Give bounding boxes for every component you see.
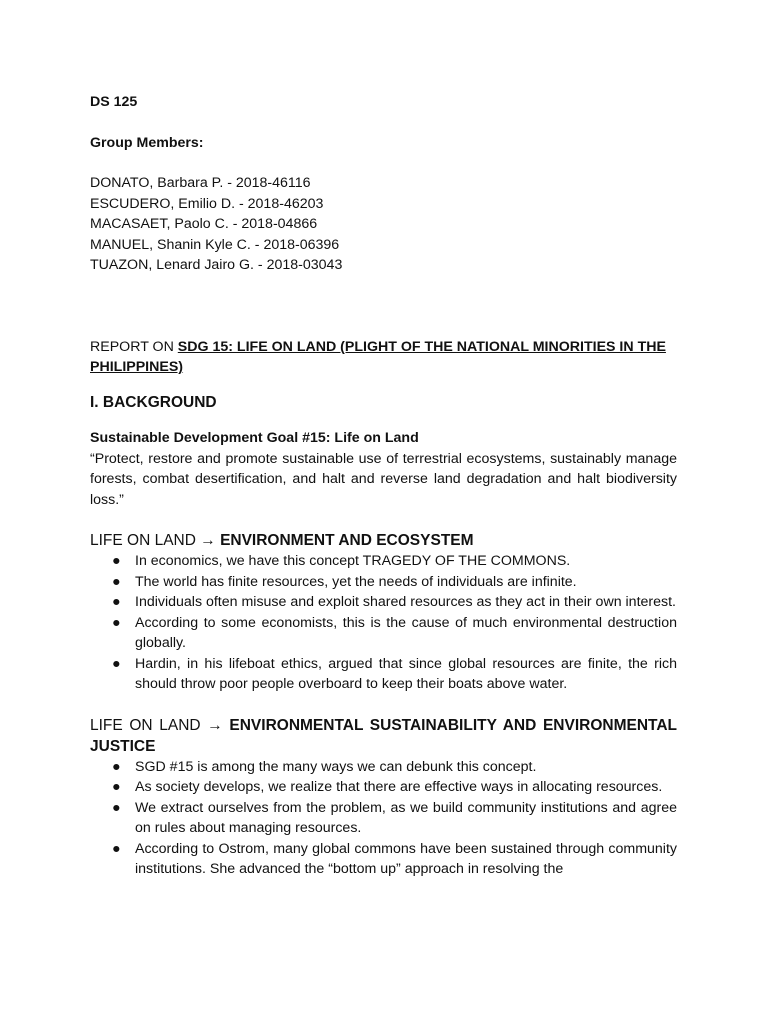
bullet-icon: ●	[112, 840, 121, 857]
goal-quote: “Protect, restore and promote sustainable use of terrestrial ecosystems, sustainably manage forests, combat desertification, and halt and reverse land degradation and halt biodiversity loss.”	[90, 450, 677, 508]
member-entry: MANUEL, Shanin Kyle C. - 2018-06396	[90, 236, 340, 253]
list-item-text: According to some economists, this is the cause of much environmental destruction globally.	[135, 614, 677, 651]
report-prefix: REPORT ON	[90, 338, 178, 355]
bullet-icon: ●	[112, 655, 121, 672]
subheading-title: ENVIRONMENT AND ECOSYSTEM	[220, 532, 474, 549]
subheading-prefix: LIFE ON LAND →	[90, 532, 221, 549]
document-page	[90, 92, 677, 880]
list-item-text: In economics, we have this concept TRAGEDY OF THE COMMONS.	[135, 553, 571, 569]
list-item-text: We extract ourselves from the problem, as we build community institutions and agree on rules about managing resources.	[135, 799, 677, 836]
list-item	[90, 613, 677, 654]
subheading-environment-ecosystem	[90, 530, 677, 551]
list-item	[90, 551, 677, 572]
list-item-text: Individuals often misuse and exploit shared resources as they act in their own interest.	[135, 594, 676, 610]
list-item-text: Hardin, in his lifeboat ethics, argued that since global resources are finite, the rich should throw poor people overboard to keep their boats above water.	[135, 655, 677, 692]
list-item	[90, 757, 677, 778]
report-topic: SDG 15: LIFE ON LAND (PLIGHT OF THE NATIONAL MINORITIES IN THE PHILIPPINES)	[90, 338, 666, 375]
section-heading-background: I. BACKGROUND	[90, 393, 217, 411]
bullet-icon: ●	[112, 573, 121, 590]
members-list	[90, 173, 677, 276]
course-code: DS 125	[90, 94, 138, 110]
member-entry: TUAZON, Lenard Jairo G. - 2018-03043	[90, 257, 343, 273]
list-item-text: According to Ostrom, many global commons have been sustained through community institutions. She advanced the “bottom up” approach in resolving the	[135, 840, 677, 877]
bullet-icon: ●	[112, 614, 121, 631]
bullet-icon: ●	[112, 779, 121, 795]
bullet-list-sustainability	[90, 757, 677, 880]
list-item	[90, 777, 677, 798]
member-entry: MACASAET, Paolo C. - 2018-04866	[90, 216, 318, 232]
subheading-prefix: LIFE ON LAND →	[90, 716, 230, 734]
list-item	[90, 592, 677, 613]
list-item	[90, 798, 677, 839]
subheading-title: ENVIRONMENTAL SUSTAINABILITY AND ENVIRONMENTAL JUSTICE	[90, 716, 677, 755]
bullet-icon: ●	[112, 594, 121, 610]
goal-title: Sustainable Development Goal #15: Life on Land	[90, 430, 419, 446]
list-item	[90, 654, 677, 695]
bullet-icon: ●	[112, 799, 121, 816]
member-entry: DONATO, Barbara P. - 2018-46116	[90, 175, 311, 191]
list-item	[90, 839, 677, 880]
list-item-text: As society develops, we realize that there are effective ways in allocating resources.	[135, 779, 663, 795]
list-item-text: SGD #15 is among the many ways we can debunk this concept.	[135, 758, 537, 775]
group-members-heading: Group Members:	[90, 134, 204, 151]
list-item	[90, 572, 677, 593]
list-item-text: The world has finite resources, yet the needs of individuals are infinite.	[135, 573, 577, 590]
bullet-list-environment	[90, 551, 677, 695]
report-title	[90, 337, 677, 378]
bullet-icon: ●	[112, 758, 121, 775]
bullet-icon: ●	[112, 553, 121, 569]
subheading-sustainability-justice	[90, 715, 677, 757]
member-entry: ESCUDERO, Emilio D. - 2018-46203	[90, 195, 324, 212]
